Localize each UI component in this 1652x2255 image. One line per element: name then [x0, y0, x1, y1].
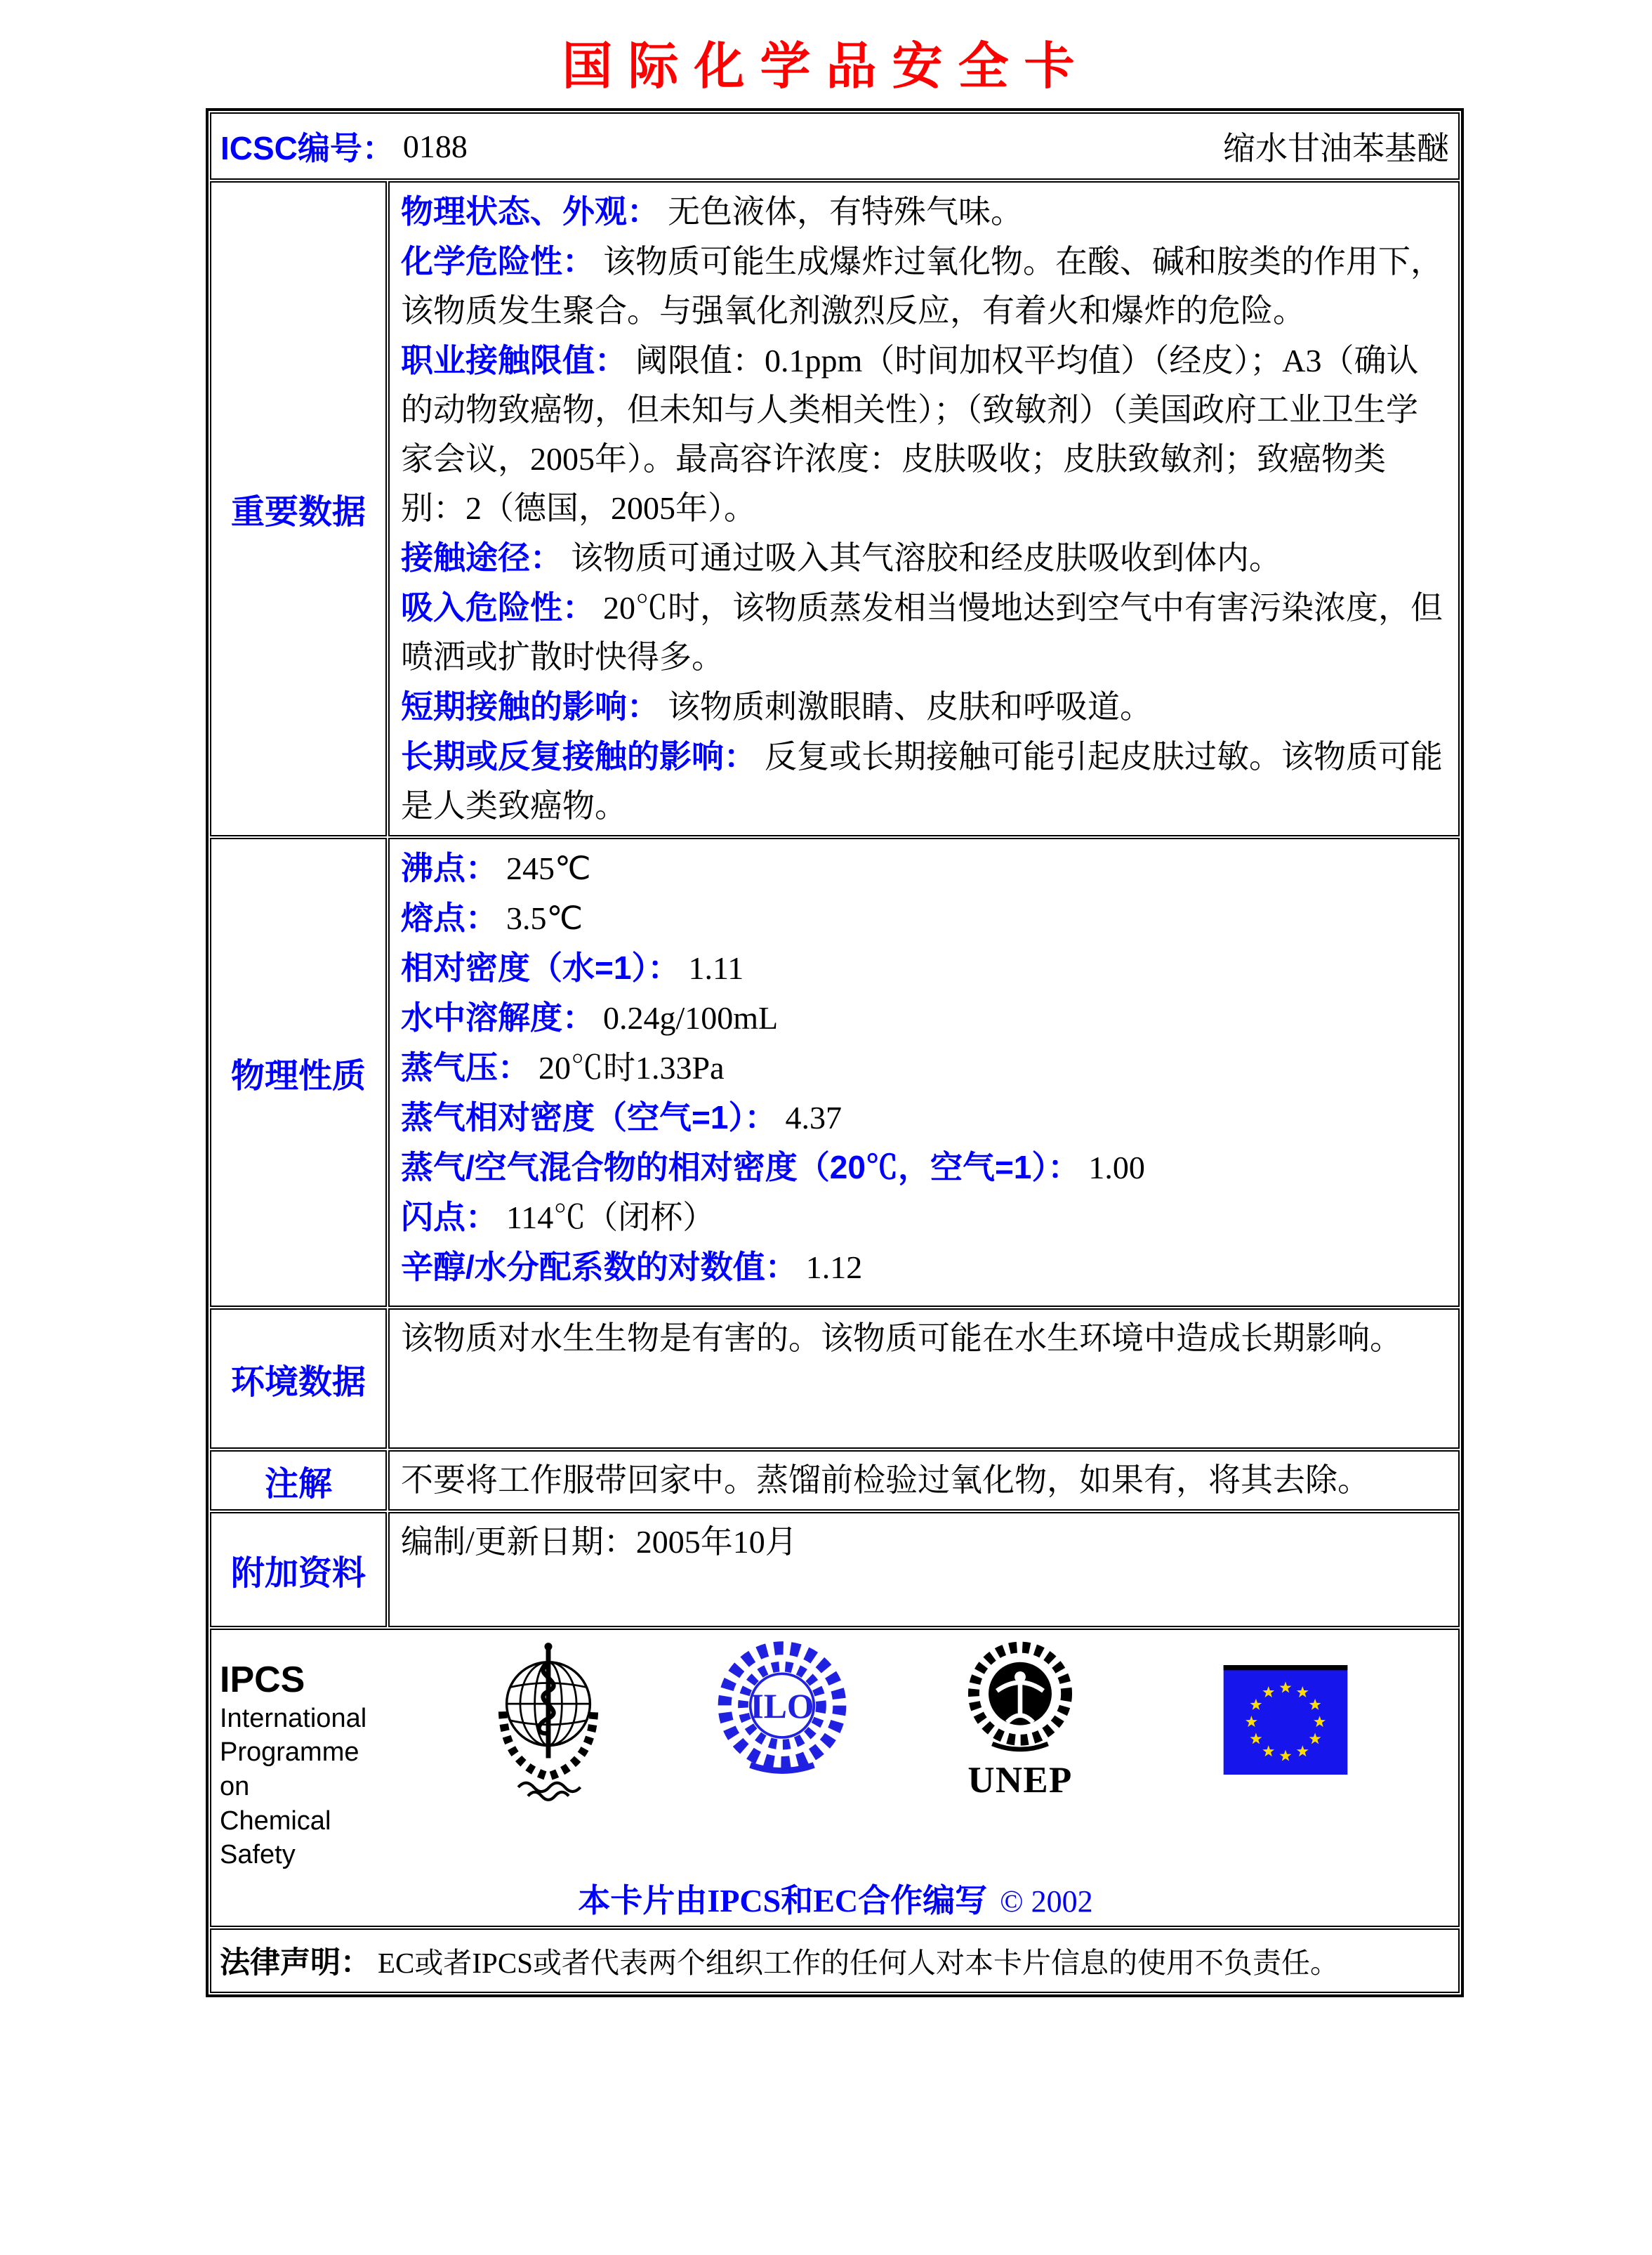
safety-card-table: [206, 108, 1464, 1997]
item-text: 该物质刺激眼睛、皮肤和呼吸道。: [668, 689, 1152, 725]
item-text: 阈限值：0.1ppm（时间加权平均值）（经皮）；A3（确认的动物致癌物，但未知与人类相关性）；（致敏剂）（美国政府工业卫生学家会议，2005年）。最高容许浓度：皮肤吸收；皮肤致敏剂；致癌物类别：2（德国，2005年）。: [401, 343, 1419, 526]
important-data-content: [388, 181, 1460, 836]
data-item: [401, 187, 1447, 237]
item-label: 沸点：: [401, 850, 498, 886]
item-label: 闪点：: [401, 1199, 498, 1235]
item-text: 0.24g/100mL: [603, 1000, 779, 1036]
data-item: [401, 583, 1447, 682]
item-text: 20℃时，该物质蒸发相当慢地达到空气中有害污染浓度，但喷洒或扩散时快得多。: [401, 590, 1443, 675]
data-item: [401, 1242, 1447, 1292]
environmental-data-content: [388, 1308, 1460, 1449]
data-item: [401, 1518, 1447, 1567]
ipcs-line: Programme on: [220, 1737, 359, 1802]
ipcs-line: International: [220, 1703, 367, 1733]
environmental-data-row: [210, 1308, 1460, 1449]
item-label: 相对密度（水=1）：: [401, 949, 680, 986]
ilo-letters: ILO: [750, 1687, 814, 1726]
item-label: 水中溶解度：: [401, 999, 595, 1036]
item-label: 接触途径：: [401, 539, 562, 576]
data-item: [401, 843, 1447, 893]
data-item: [401, 1093, 1447, 1143]
item-text: 4.37: [785, 1100, 842, 1136]
data-item: [401, 237, 1447, 336]
data-item: [401, 1143, 1447, 1192]
item-label: 长期或反复接触的影响：: [401, 738, 756, 775]
section-label-important-data: 重要数据: [210, 181, 387, 836]
ipcs-acronym: IPCS: [220, 1659, 305, 1700]
item-text: 1.11: [688, 950, 744, 986]
section-label-physical-properties: 物理性质: [210, 838, 387, 1307]
item-label: 职业接触限值：: [401, 342, 627, 379]
unep-letters: UNEP: [967, 1759, 1073, 1801]
legal-notice-text: EC或者IPCS或者代表两个组织工作的任何人对本卡片信息的使用不负责任。: [378, 1947, 1339, 1980]
data-item: [401, 682, 1447, 732]
physical-properties-row: [210, 838, 1460, 1307]
notes-content: [388, 1450, 1460, 1511]
item-text: 编制/更新日期：2005年10月: [401, 1524, 798, 1560]
chemical-name: 缩水甘油苯基醚: [1223, 131, 1449, 166]
item-label: 辛醇/水分配系数的对数值：: [401, 1249, 798, 1285]
icsc-number-label: ICSC编号：: [220, 130, 395, 166]
section-label-additional-info: 附加资料: [210, 1512, 387, 1627]
item-text: 3.5℃: [506, 900, 583, 936]
item-text: 20℃时1.33Pa: [538, 1050, 725, 1086]
legal-notice-label: 法律声明：: [220, 1946, 371, 1980]
additional-info-content: [388, 1512, 1460, 1627]
data-item: [401, 993, 1447, 1043]
data-item: [401, 336, 1447, 533]
credit-year: © 2002: [1000, 1883, 1093, 1919]
item-text: 1.00: [1088, 1150, 1145, 1185]
item-text: 无色液体，有特殊气味。: [668, 194, 1023, 230]
data-item: [401, 1043, 1447, 1093]
item-label: 熔点：: [401, 900, 498, 936]
logos-row: [210, 1629, 1460, 1927]
who-logo-icon: [485, 1640, 612, 1803]
icsc-number-value: 0188: [402, 128, 468, 164]
item-text: 不要将工作服带回家中。蒸馏前检验过氧化物，如果有，将其去除。: [401, 1462, 1370, 1498]
item-text: 反复或长期接触可能引起皮肤过敏。该物质可能是人类致癌物。: [401, 739, 1443, 824]
credit-line: [220, 1875, 1451, 1921]
item-label: 短期接触的影响：: [401, 688, 659, 725]
data-item: [401, 943, 1447, 993]
item-text: 114℃（闭杯）: [506, 1199, 715, 1235]
item-label: 化学危险性：: [401, 243, 595, 280]
important-data-row: [210, 181, 1460, 836]
eu-flag-icon: [1208, 1640, 1363, 1775]
data-item: [401, 732, 1447, 831]
data-item: [401, 1192, 1447, 1242]
item-label: 蒸气压：: [401, 1049, 530, 1086]
section-label-notes: 注解: [210, 1450, 387, 1511]
item-text: 该物质可通过吸入其气溶胶和经皮肤吸收到体内。: [571, 540, 1281, 576]
additional-info-row: [210, 1512, 1460, 1627]
unep-logo-icon: [960, 1640, 1081, 1801]
data-item: [401, 893, 1447, 943]
data-item: [401, 533, 1447, 583]
item-text: 245℃: [506, 850, 591, 886]
credit-text: 本卡片由IPCS和EC合作编写: [578, 1882, 988, 1919]
data-item: [401, 1456, 1447, 1505]
legal-cell: [210, 1928, 1460, 1993]
data-item: [401, 1314, 1447, 1363]
item-label: 蒸气/空气混合物的相对密度（20℃，空气=1）：: [401, 1149, 1081, 1185]
notes-row: [210, 1450, 1460, 1511]
logos-cell: [210, 1629, 1460, 1927]
ipcs-line: Chemical Safety: [220, 1806, 331, 1870]
item-text: 该物质可能生成爆炸过氧化物。在酸、碱和胺类的作用下，该物质发生聚合。与强氧化剂激烈反应，有着火和爆炸的危险。: [401, 244, 1443, 329]
item-label: 吸入危险性：: [401, 589, 595, 626]
header-row: [210, 112, 1460, 180]
item-label: 物理状态、外观：: [401, 193, 659, 230]
legal-row: [210, 1928, 1460, 1993]
ipcs-logo-text: [220, 1640, 392, 1872]
item-text: 该物质对水生生物是有害的。该物质可能在水生环境中造成长期影响。: [401, 1320, 1402, 1356]
item-text: 1.12: [805, 1249, 863, 1285]
header-cell: [210, 112, 1460, 180]
ilo-logo-icon: [715, 1640, 849, 1777]
physical-properties-content: [388, 838, 1460, 1307]
page-title: 国际化学品安全卡: [562, 39, 1090, 95]
item-label: 蒸气相对密度（空气=1）：: [401, 1099, 777, 1136]
section-label-environmental-data: 环境数据: [210, 1308, 387, 1449]
